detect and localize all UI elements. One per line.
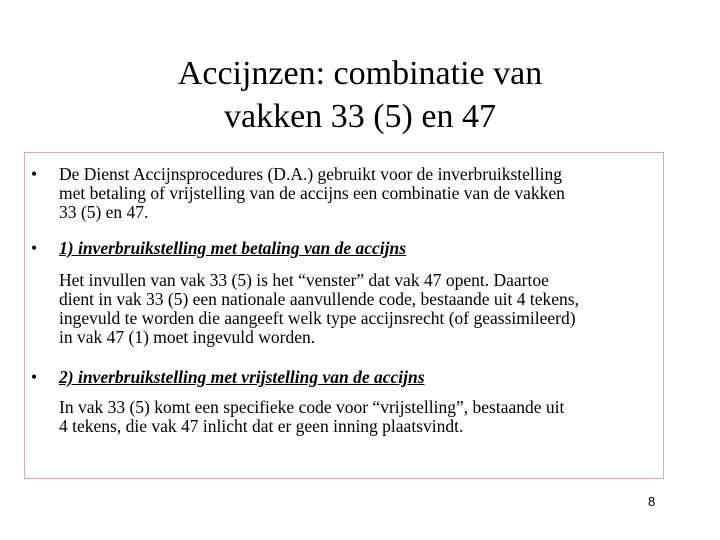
text-line: ingevuld te worden die aangeeft welk type accijnsrecht (of geassimileerd)	[59, 308, 576, 328]
text-line: In vak 33 (5) komt een specifieke code voor “vrijstelling”, bestaande uit	[59, 397, 565, 417]
slide-title	[0, 52, 720, 138]
text-line: 33 (5) en 47.	[59, 202, 149, 222]
bullet-icon: •	[31, 238, 38, 258]
text-line: met betaling of vrijstelling van de accijns een combinatie van de vakken	[59, 183, 565, 203]
exemption-paragraph	[59, 398, 659, 436]
slide-title-line: vakken 33 (5) en 47	[224, 98, 496, 135]
bullet-icon: •	[31, 367, 38, 387]
text-line: Het invullen van vak 33 (5) is het “venster” dat vak 47 opent. Daartoe	[59, 270, 549, 290]
content-box	[24, 152, 664, 479]
bullet-icon: •	[31, 164, 38, 184]
intro-paragraph	[59, 165, 659, 222]
text-line: dient in vak 33 (5) een nationale aanvullende code, bestaande uit 4 tekens,	[59, 289, 579, 309]
text-line: in vak 47 (1) moet ingevuld worden.	[59, 327, 316, 347]
slide-title-line: Accijnzen: combinatie van	[177, 55, 543, 92]
section-heading-exemption: 2) inverbruikstelling met vrijstelling van de accijns	[59, 367, 425, 387]
text-line: De Dienst Accijnsprocedures (D.A.) gebruikt voor de inverbruikstelling	[59, 164, 562, 184]
payment-paragraph	[59, 271, 659, 347]
text-line: 4 tekens, die vak 47 inlicht dat er geen inning plaatsvindt.	[59, 416, 464, 436]
section-heading-payment: 1) inverbruikstelling met betaling van de accijns	[59, 238, 407, 258]
page-number: 8	[648, 494, 656, 509]
